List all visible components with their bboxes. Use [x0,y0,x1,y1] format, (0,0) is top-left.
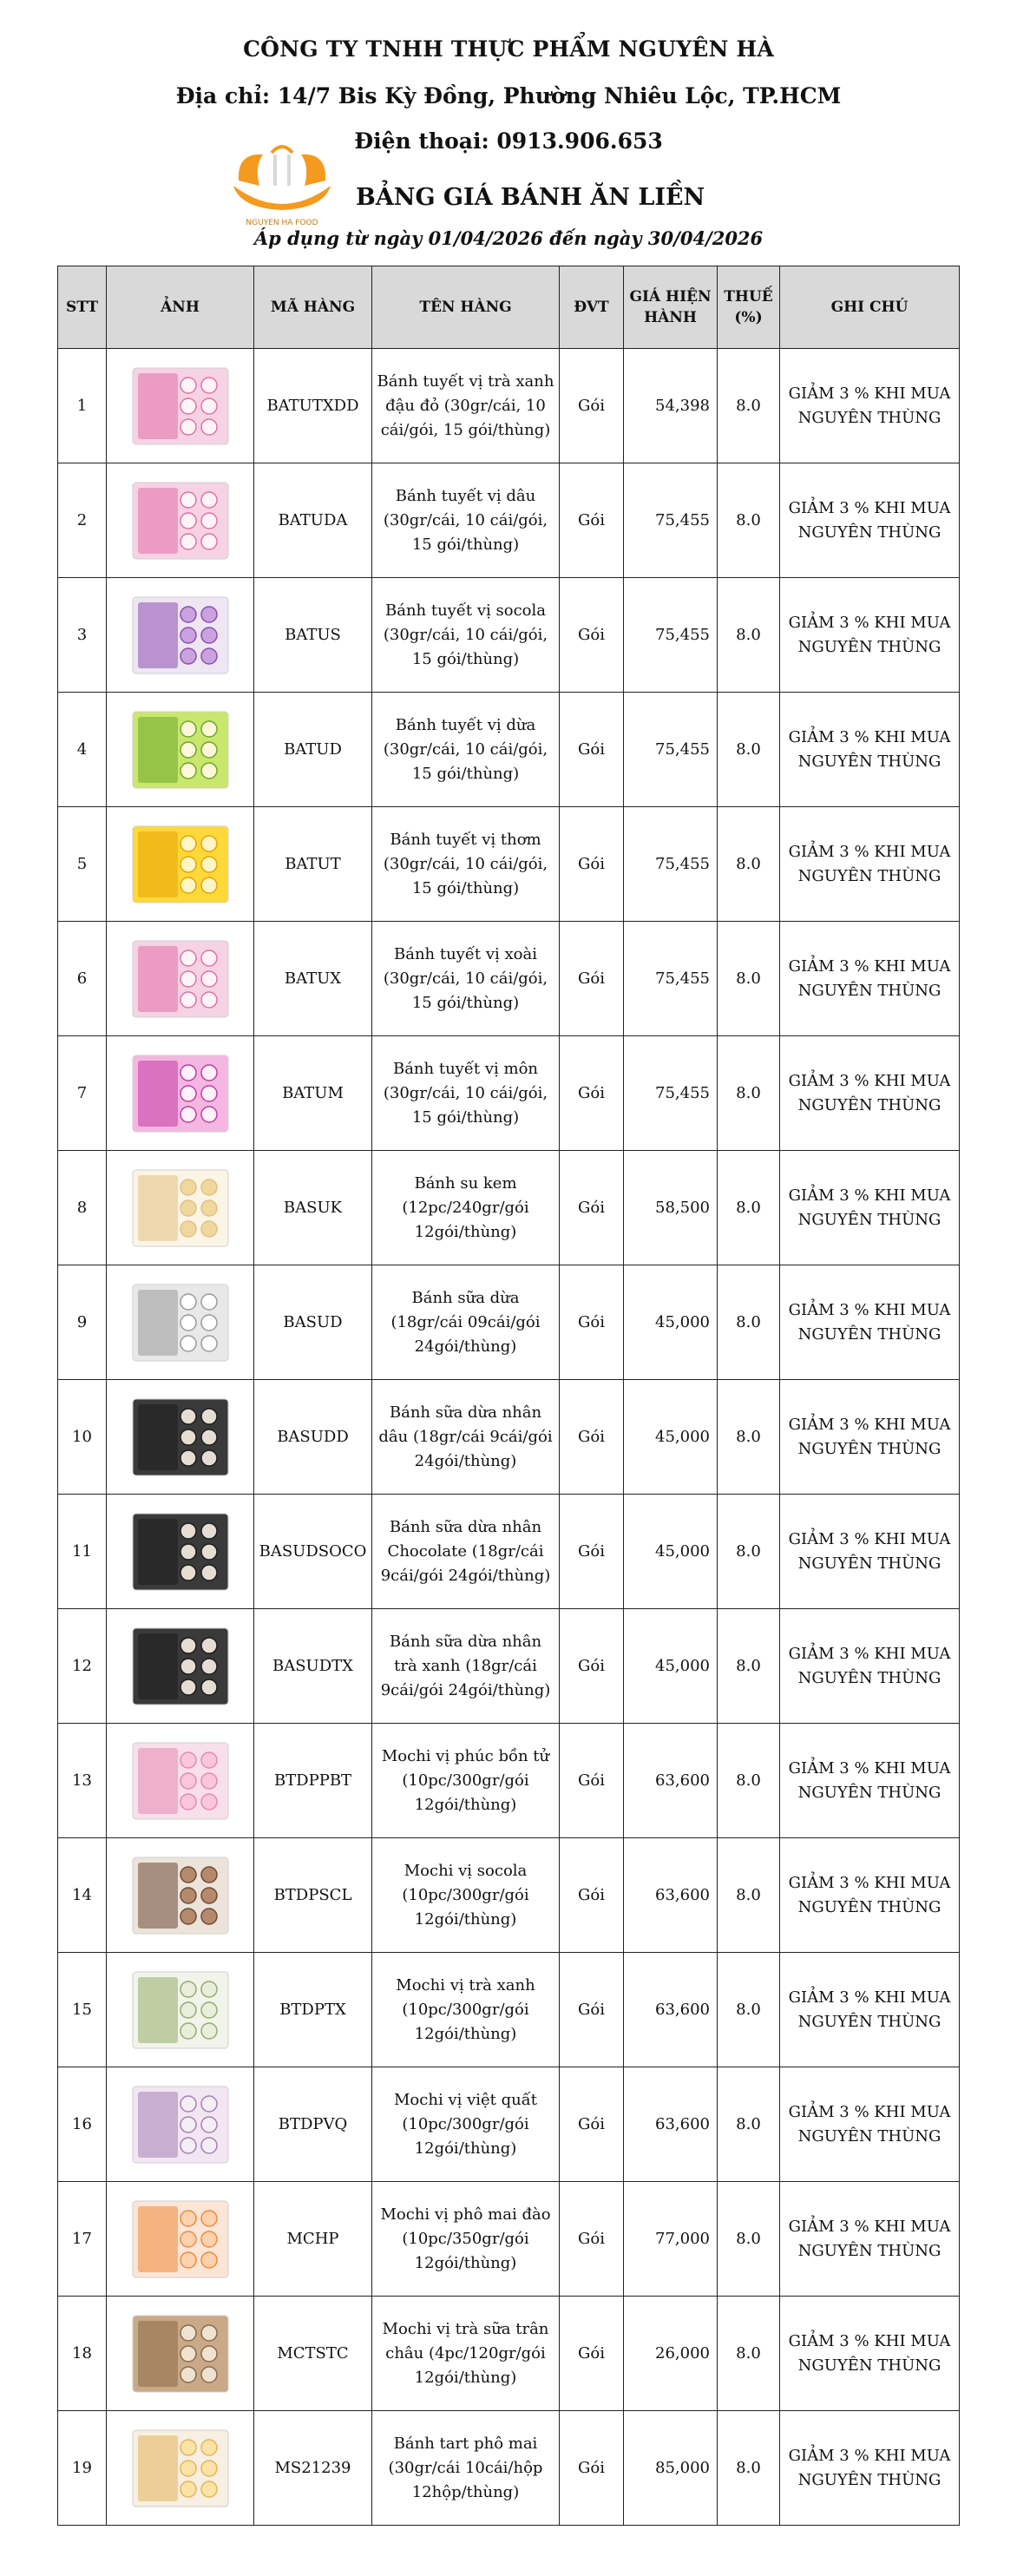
cell-name: Bánh tart phô mai (30gr/cái 10cái/hộp 12hộp/thùng) [372,2411,560,2526]
cell-stt: 3 [58,578,107,693]
cell-image [107,2297,254,2411]
table-row [58,1838,960,1953]
product-image [129,936,232,1022]
cell-image [107,1380,254,1495]
cell-note: GIẢM 3 % KHI MUA NGUYÊN THÙNG [780,349,960,463]
cell-image [107,349,254,463]
cell-name: Bánh tuyết vị trà xanh đậu đỏ (30gr/cái, 10 cái/gói, 15 gói/thùng) [372,349,560,463]
cell-name: Mochi vị phô mai đào (10pc/350gr/gói 12gói/thùng) [372,2182,560,2297]
product-image [129,2081,232,2168]
cell-tax: 8.0 [718,463,780,578]
product-image [129,2196,232,2283]
cell-price: 75,455 [624,1036,718,1151]
cell-code: BATUM [254,1036,372,1151]
cell-price: 45,000 [624,1265,718,1380]
cell-note: GIẢM 3 % KHI MUA NGUYÊN THÙNG [780,922,960,1036]
cell-unit: Gói [560,1151,624,1265]
cell-code: BATUTXDD [254,349,372,463]
cell-image [107,2411,254,2526]
cell-note: GIẢM 3 % KHI MUA NGUYÊN THÙNG [780,1265,960,1380]
cell-code: BASUDTX [254,1609,372,1724]
cell-note: GIẢM 3 % KHI MUA NGUYÊN THÙNG [780,1724,960,1838]
cell-tax: 8.0 [718,2297,780,2411]
product-image [129,592,232,679]
cell-code: BATUS [254,578,372,693]
company-logo [221,135,343,231]
cell-unit: Gói [560,1380,624,1495]
cell-code: BATUD [254,693,372,807]
table-row [58,1495,960,1609]
product-image [129,706,232,793]
cell-stt: 9 [58,1265,107,1380]
cell-code: BTDPSCL [254,1838,372,1953]
cell-note: GIẢM 3 % KHI MUA NGUYÊN THÙNG [780,807,960,922]
cell-tax: 8.0 [718,1953,780,2067]
price-table [57,266,960,2526]
product-image [129,1279,232,1366]
cell-stt: 13 [58,1724,107,1838]
cell-stt: 18 [58,2297,107,2411]
cell-note: GIẢM 3 % KHI MUA NGUYÊN THÙNG [780,1609,960,1724]
cell-name: Bánh sữa dừa nhân Chocolate (18gr/cái 9cái/gói 24gói/thùng) [372,1495,560,1609]
cell-code: BASUDSOCO [254,1495,372,1609]
cell-price: 54,398 [624,349,718,463]
product-image [129,821,232,908]
cell-unit: Gói [560,2182,624,2297]
product-image [129,1852,232,1939]
cell-stt: 4 [58,693,107,807]
product-image [129,1394,232,1481]
cell-tax: 8.0 [718,349,780,463]
cell-stt: 14 [58,1838,107,1953]
cell-tax: 8.0 [718,1609,780,1724]
cell-tax: 8.0 [718,2067,780,2182]
cell-unit: Gói [560,693,624,807]
company-phone: Điện thoại: 0913.906.653 [354,128,663,154]
cell-note: GIẢM 3 % KHI MUA NGUYÊN THÙNG [780,1495,960,1609]
cell-image [107,693,254,807]
cell-tax: 8.0 [718,693,780,807]
cell-note: GIẢM 3 % KHI MUA NGUYÊN THÙNG [780,463,960,578]
cell-price: 63,600 [624,1838,718,1953]
cell-image [107,922,254,1036]
cell-image [107,1151,254,1265]
cell-price: 63,600 [624,2067,718,2182]
cell-price: 45,000 [624,1380,718,1495]
effective-period: Áp dụng từ ngày 01/04/2026 đến ngày 30/04/2026 [253,227,764,249]
cell-name: Bánh tuyết vị socola (30gr/cái, 10 cái/gói, 15 gói/thùng) [372,578,560,693]
cell-unit: Gói [560,1953,624,2067]
table-row [58,1036,960,1151]
product-image [129,2425,232,2512]
cell-image [107,1953,254,2067]
cell-name: Bánh sữa dừa (18gr/cái 09cái/gói 24gói/thùng) [372,1265,560,1380]
cell-image [107,2067,254,2182]
cell-tax: 8.0 [718,1151,780,1265]
cell-note: GIẢM 3 % KHI MUA NGUYÊN THÙNG [780,578,960,693]
table-row [58,2411,960,2526]
product-image [129,1050,232,1137]
cell-image [107,2182,254,2297]
cell-stt: 12 [58,1609,107,1724]
cell-price: 26,000 [624,2297,718,2411]
cell-tax: 8.0 [718,1724,780,1838]
table-body [58,349,960,2526]
cell-code: MS21239 [254,2411,372,2526]
cell-name: Mochi vị trà sữa trân châu (4pc/120gr/gói 12gói/thùng) [372,2297,560,2411]
table-row [58,463,960,578]
cell-unit: Gói [560,2411,624,2526]
product-image [129,1738,232,1824]
cell-tax: 8.0 [718,1838,780,1953]
cell-code: MCHP [254,2182,372,2297]
cell-price: 45,000 [624,1609,718,1724]
product-image [129,2310,232,2397]
cell-image [107,1495,254,1609]
cell-tax: 8.0 [718,1036,780,1151]
cell-price: 63,600 [624,1953,718,2067]
cell-code: MCTSTC [254,2297,372,2411]
cell-code: BTDPTX [254,1953,372,2067]
cell-note: GIẢM 3 % KHI MUA NGUYÊN THÙNG [780,2067,960,2182]
cell-note: GIẢM 3 % KHI MUA NGUYÊN THÙNG [780,1151,960,1265]
cell-image [107,463,254,578]
cell-name: Bánh tuyết vị thơm (30gr/cái, 10 cái/gói, 15 gói/thùng) [372,807,560,922]
product-image [129,477,232,564]
col-stt: STT [58,266,107,349]
cell-note: GIẢM 3 % KHI MUA NGUYÊN THÙNG [780,1036,960,1151]
cell-note: GIẢM 3 % KHI MUA NGUYÊN THÙNG [780,2411,960,2526]
document-title: BẢNG GIÁ BÁNH ĂN LIỀN [356,184,705,211]
table-row [58,693,960,807]
cell-unit: Gói [560,2297,624,2411]
cell-note: GIẢM 3 % KHI MUA NGUYÊN THÙNG [780,1838,960,1953]
cell-price: 75,455 [624,693,718,807]
company-name: CÔNG TY TNHH THỰC PHẨM NGUYÊN HÀ [243,36,774,62]
cell-unit: Gói [560,1495,624,1609]
table-row [58,349,960,463]
cell-code: BTDPPBT [254,1724,372,1838]
cell-code: BATUX [254,922,372,1036]
cell-price: 85,000 [624,2411,718,2526]
cell-stt: 8 [58,1151,107,1265]
cell-code: BATUT [254,807,372,922]
cell-name: Mochi vị trà xanh (10pc/300gr/gói 12gói/thùng) [372,1953,560,2067]
cell-unit: Gói [560,922,624,1036]
col-image: ẢNH [107,266,254,349]
cell-tax: 8.0 [718,2182,780,2297]
cell-stt: 11 [58,1495,107,1609]
cell-name: Bánh tuyết vị dừa (30gr/cái, 10 cái/gói, 15 gói/thùng) [372,693,560,807]
cell-stt: 16 [58,2067,107,2182]
col-name: TÊN HÀNG [372,266,560,349]
cell-image [107,807,254,922]
col-tax: THUẾ (%) [718,266,780,349]
cell-name: Mochi vị phúc bồn tử (10pc/300gr/gói 12gói/thùng) [372,1724,560,1838]
cell-note: GIẢM 3 % KHI MUA NGUYÊN THÙNG [780,1380,960,1495]
cell-code: BASUDD [254,1380,372,1495]
cell-unit: Gói [560,463,624,578]
cell-image [107,1036,254,1151]
col-unit: ĐVT [560,266,624,349]
cell-name: Mochi vị socola (10pc/300gr/gói 12gói/thùng) [372,1838,560,1953]
cell-unit: Gói [560,2067,624,2182]
cell-stt: 17 [58,2182,107,2297]
cell-tax: 8.0 [718,2411,780,2526]
cell-name: Bánh tuyết vị xoài (30gr/cái, 10 cái/gói, 15 gói/thùng) [372,922,560,1036]
cell-stt: 2 [58,463,107,578]
cell-stt: 5 [58,807,107,922]
table-row [58,807,960,922]
table-row [58,922,960,1036]
cell-name: Bánh tuyết vị dâu (30gr/cái, 10 cái/gói, 15 gói/thùng) [372,463,560,578]
cell-stt: 10 [58,1380,107,1495]
cell-image [107,578,254,693]
product-image [129,1508,232,1595]
table-row [58,1609,960,1724]
cell-stt: 7 [58,1036,107,1151]
table-row [58,1151,960,1265]
cell-image [107,1838,254,1953]
cell-note: GIẢM 3 % KHI MUA NGUYÊN THÙNG [780,2182,960,2297]
cell-tax: 8.0 [718,578,780,693]
cell-code: BATUDA [254,463,372,578]
cell-price: 45,000 [624,1495,718,1609]
cell-unit: Gói [560,807,624,922]
cell-name: Mochi vị việt quất (10pc/300gr/gói 12gói/thùng) [372,2067,560,2182]
cell-image [107,1724,254,1838]
cell-price: 77,000 [624,2182,718,2297]
cell-unit: Gói [560,1036,624,1151]
table-row [58,1265,960,1380]
cell-image [107,1265,254,1380]
cell-price: 75,455 [624,922,718,1036]
cell-unit: Gói [560,1265,624,1380]
cell-tax: 8.0 [718,807,780,922]
cell-unit: Gói [560,349,624,463]
table-row [58,2067,960,2182]
cell-code: BTDPVQ [254,2067,372,2182]
cell-name: Bánh sữa dừa nhân trà xanh (18gr/cái 9cái/gói 24gói/thùng) [372,1609,560,1724]
table-row [58,1380,960,1495]
cell-note: GIẢM 3 % KHI MUA NGUYÊN THÙNG [780,1953,960,2067]
cell-price: 58,500 [624,1151,718,1265]
cell-name: Bánh su kem (12pc/240gr/gói 12gói/thùng) [372,1151,560,1265]
cell-name: Bánh tuyết vị môn (30gr/cái, 10 cái/gói, 15 gói/thùng) [372,1036,560,1151]
cell-unit: Gói [560,1609,624,1724]
col-code: MÃ HÀNG [254,266,372,349]
cell-price: 75,455 [624,807,718,922]
cell-unit: Gói [560,1724,624,1838]
product-image [129,1623,232,1710]
product-image [129,1165,232,1252]
cell-stt: 19 [58,2411,107,2526]
cell-code: BASUD [254,1265,372,1380]
company-address: Địa chỉ: 14/7 Bis Kỳ Đồng, Phường Nhiêu Lộc, TP.HCM [175,83,842,108]
table-row [58,1953,960,2067]
cell-price: 75,455 [624,578,718,693]
cell-name: Bánh sữa dừa nhân dâu (18gr/cái 9cái/gói 24gói/thùng) [372,1380,560,1495]
col-price: GIÁ HIỆN HÀNH [624,266,718,349]
cell-note: GIẢM 3 % KHI MUA NGUYÊN THÙNG [780,2297,960,2411]
cell-note: GIẢM 3 % KHI MUA NGUYÊN THÙNG [780,693,960,807]
logo-text: NGUYEN HA FOOD [246,219,318,227]
cell-code: BASUK [254,1151,372,1265]
cell-tax: 8.0 [718,1495,780,1609]
cell-stt: 6 [58,922,107,1036]
cell-tax: 8.0 [718,922,780,1036]
col-note: GHI CHÚ [780,266,960,349]
cell-stt: 1 [58,349,107,463]
cell-price: 63,600 [624,1724,718,1838]
cell-stt: 15 [58,1953,107,2067]
table-row [58,578,960,693]
cell-price: 75,455 [624,463,718,578]
cell-image [107,1609,254,1724]
table-row [58,2297,960,2411]
product-image [129,1967,232,2054]
product-image [129,363,232,450]
table-row [58,1724,960,1838]
cell-unit: Gói [560,578,624,693]
cell-tax: 8.0 [718,1380,780,1495]
cell-unit: Gói [560,1838,624,1953]
table-header-row [58,266,960,349]
cell-tax: 8.0 [718,1265,780,1380]
table-row [58,2182,960,2297]
